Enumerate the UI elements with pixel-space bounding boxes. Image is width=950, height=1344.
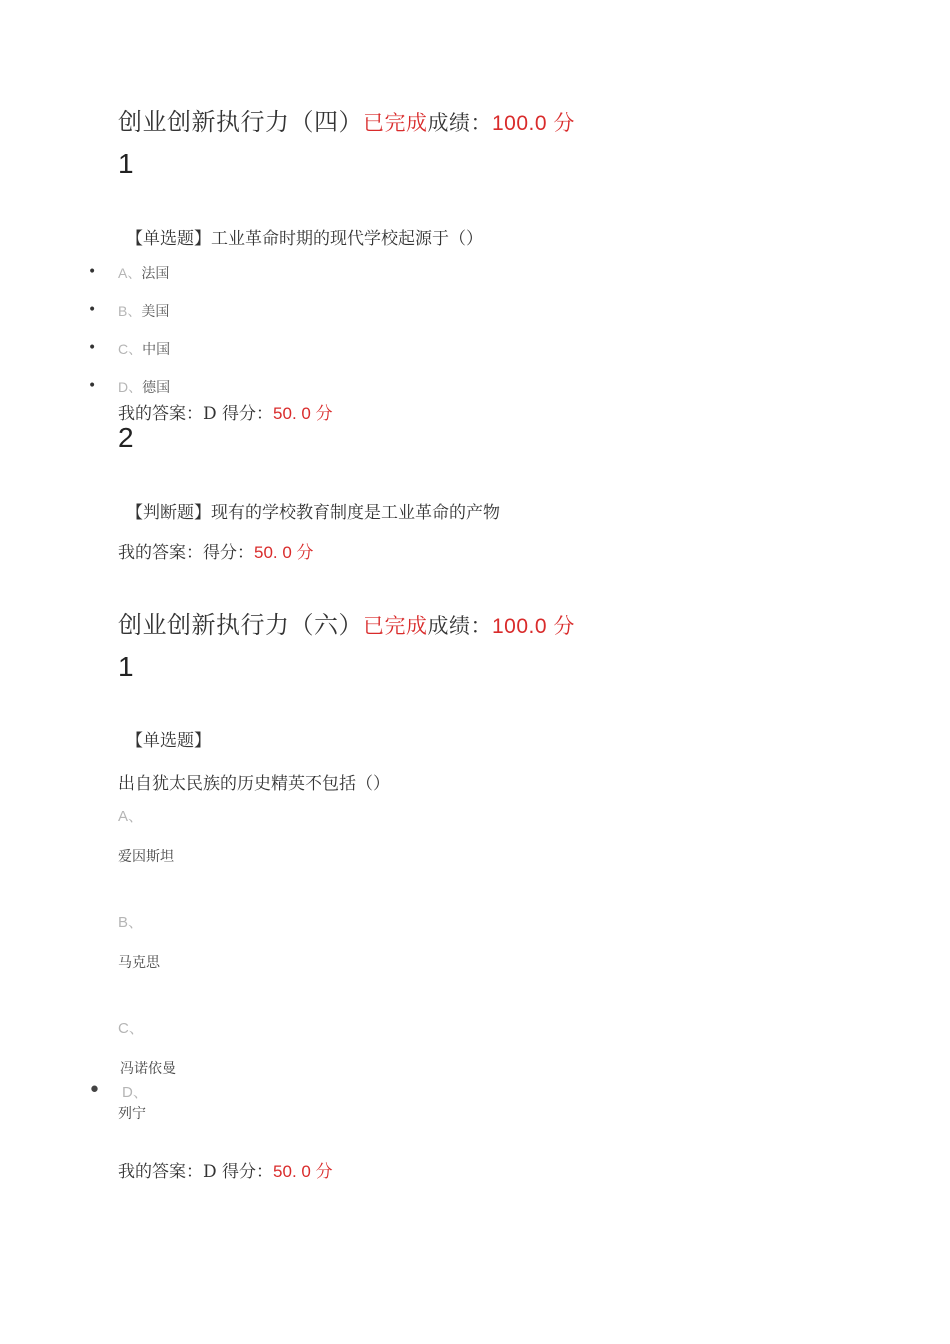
- bullet-icon: •: [88, 264, 97, 280]
- question-number: 2: [118, 422, 134, 453]
- section-title-text: 创业创新执行力（六）: [118, 611, 363, 639]
- answer-label: 我的答案：D 得分：: [118, 404, 274, 424]
- bullet-icon: •: [88, 1078, 101, 1103]
- question-number: 1: [118, 651, 134, 682]
- option-letter: C、: [118, 341, 143, 357]
- answer-label: 我的答案：得分：: [118, 543, 254, 563]
- my-answer: [118, 1157, 333, 1182]
- option-letter: D、: [118, 379, 143, 395]
- option-text: 德国: [142, 380, 171, 396]
- section-title-text: 创业创新执行力（四）: [118, 108, 363, 136]
- question-text: 【单选题】工业革命时期的现代学校起源于（）: [126, 229, 483, 249]
- option-text[interactable]: 马克思: [118, 955, 160, 971]
- bullet-icon: •: [88, 302, 97, 318]
- score-value: 100.0 分: [492, 615, 575, 638]
- option-text[interactable]: 列宁: [118, 1106, 146, 1122]
- option-b[interactable]: [118, 301, 169, 321]
- answer-label: 我的答案：D 得分：: [118, 1162, 274, 1182]
- score-label: 成绩：: [427, 614, 492, 638]
- answer-score: 50. 0 分: [254, 543, 314, 562]
- option-text: 法国: [141, 266, 170, 282]
- status-completed: 已完成: [363, 112, 428, 135]
- my-answer: [118, 399, 333, 424]
- option-letter[interactable]: D、: [122, 1084, 148, 1101]
- question-text: 【判断题】现有的学校教育制度是工业革命的产物: [126, 503, 500, 523]
- option-letter: A、: [118, 265, 142, 281]
- option-text: 中国: [142, 342, 171, 358]
- option-text[interactable]: 爱因斯坦: [118, 849, 174, 865]
- section-title: [118, 605, 575, 640]
- option-letter[interactable]: C、: [118, 1020, 144, 1037]
- score-label: 成绩：: [427, 111, 492, 135]
- option-letter[interactable]: A、: [118, 808, 144, 825]
- status-completed: 已完成: [363, 615, 428, 638]
- option-text[interactable]: 冯诺依曼: [120, 1061, 176, 1077]
- option-letter[interactable]: B、: [118, 914, 144, 931]
- option-a[interactable]: [118, 263, 169, 283]
- answer-score: 50. 0 分: [273, 404, 333, 423]
- option-c[interactable]: [118, 339, 170, 359]
- option-letter: B、: [118, 303, 142, 319]
- option-text: 美国: [141, 304, 170, 320]
- question-text: 出自犹太民族的历史精英不包括（）: [118, 774, 390, 794]
- bullet-icon: •: [88, 378, 97, 394]
- answer-score: 50. 0 分: [273, 1162, 333, 1181]
- option-d[interactable]: [118, 377, 170, 397]
- question-type: 【单选题】: [126, 731, 211, 751]
- score-value: 100.0 分: [492, 112, 575, 135]
- section-title: [118, 102, 575, 137]
- question-number: 1: [118, 148, 134, 179]
- my-answer: [118, 538, 314, 563]
- bullet-icon: •: [88, 340, 97, 356]
